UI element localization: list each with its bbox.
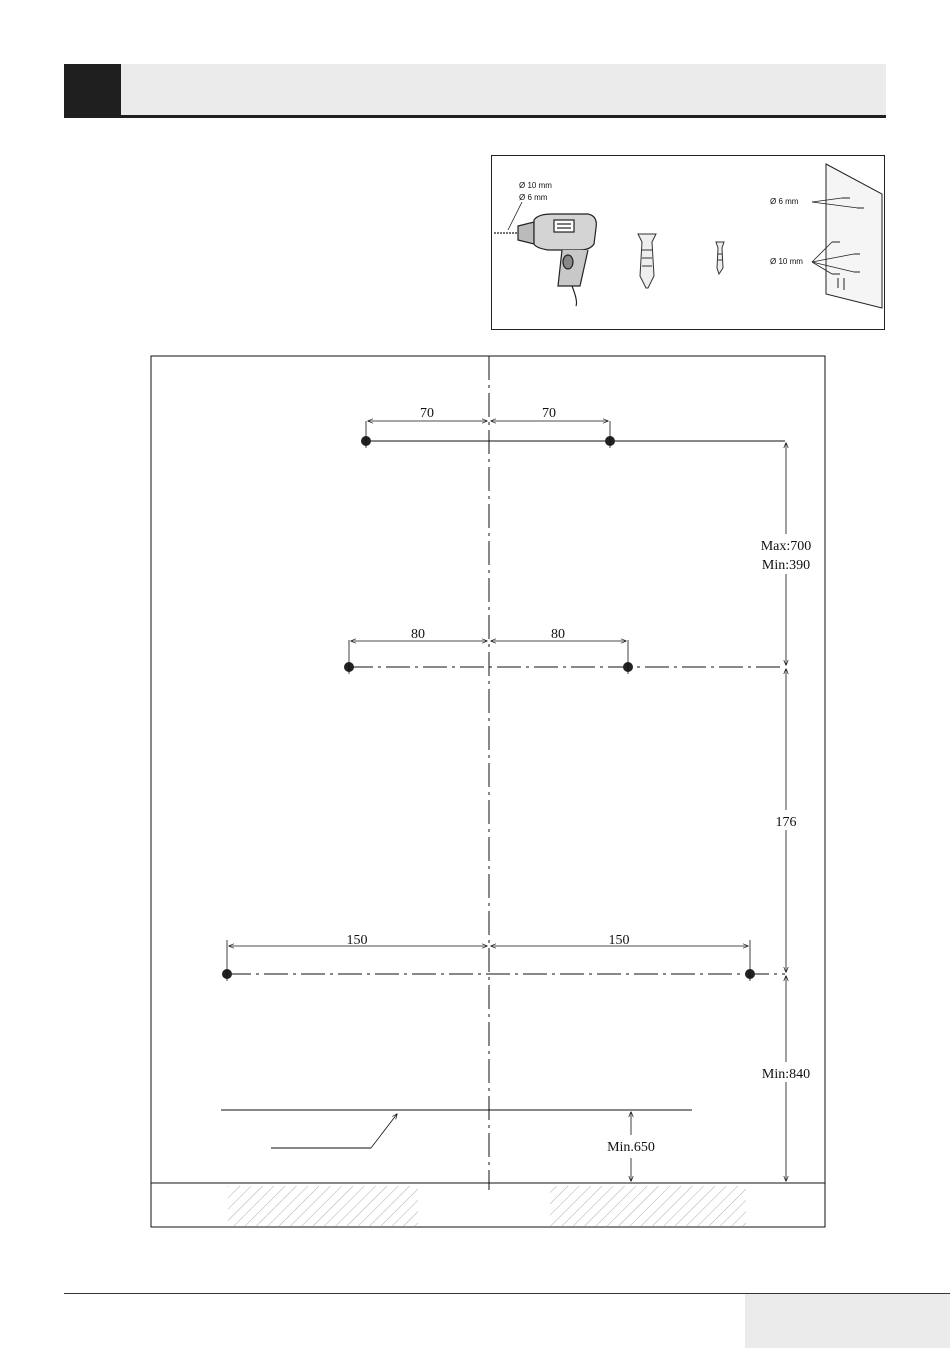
- dimension-176-label: 176: [775, 815, 797, 830]
- top-right-dimension: 70: [542, 406, 556, 421]
- top-left-dimension: 70: [420, 406, 434, 421]
- middle-right-dimension: 80: [551, 627, 565, 642]
- leader-arrow: [371, 1114, 397, 1148]
- min-390-label: Min:390: [761, 558, 811, 573]
- max-700-label: Max:700: [760, 539, 812, 554]
- min-840-label: Min:840: [761, 1067, 811, 1082]
- bottom-left-dimension: 150: [346, 933, 368, 948]
- page-number-tab: [745, 1294, 950, 1348]
- template-frame: [151, 356, 825, 1227]
- wall-hole-6mm-label: Ø 6 mm: [770, 197, 799, 206]
- drill-bit-6mm-label: Ø 6 mm: [519, 193, 548, 202]
- floor-hatch-right: [550, 1186, 746, 1226]
- min-650-label: Min.650: [607, 1140, 655, 1155]
- floor-hatch-left: [228, 1186, 418, 1226]
- middle-left-dimension: 80: [411, 627, 425, 642]
- wall-hole-10mm-label: Ø 10 mm: [770, 257, 803, 266]
- bottom-right-dimension: 150: [608, 933, 630, 948]
- drill-bit-10mm-label: Ø 10 mm: [519, 181, 552, 190]
